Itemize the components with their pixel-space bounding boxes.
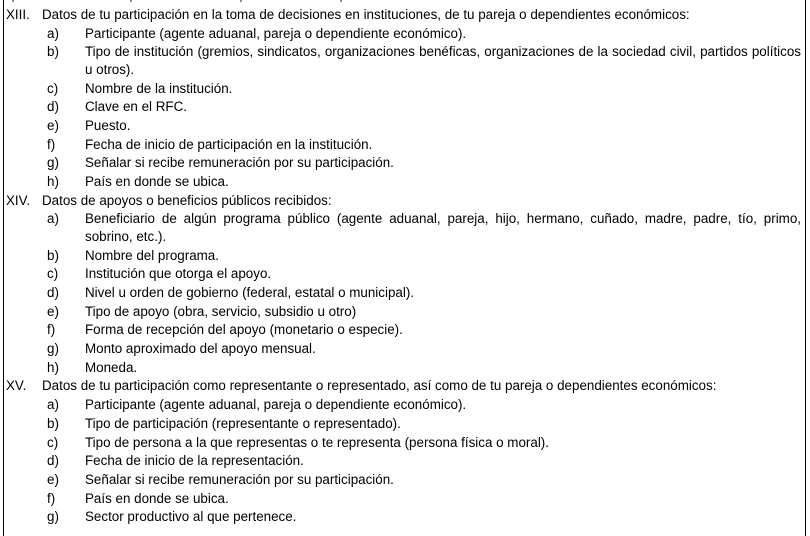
item-letter: c): [47, 266, 59, 282]
item-letter: g): [47, 509, 59, 525]
item-letter: d): [47, 99, 59, 115]
item-letter: g): [47, 155, 59, 171]
item-letter: d): [47, 284, 59, 300]
list-item: [3, 490, 801, 507]
item-text: Participante (agente aduanal, pareja o dependiente económico).: [85, 25, 467, 41]
list-item: [3, 265, 801, 282]
item-text: Fecha de inicio de participación en la institución.: [85, 136, 373, 152]
list-item: [3, 154, 801, 171]
item-text: Moneda.: [85, 359, 138, 375]
section-title: Datos de tu participación en la toma de decisiones en instituciones, de tu pareja o dependientes económicos:: [42, 7, 690, 22]
list-item: [3, 303, 801, 320]
item-letter: b): [47, 415, 59, 431]
item-letter: c): [47, 80, 59, 96]
item-letter: f): [47, 490, 56, 506]
item-letter: f): [47, 322, 56, 338]
item-text: Institución que otorga el apoyo.: [85, 266, 272, 282]
section-heading: [3, 377, 801, 394]
section-number: XIII.: [6, 7, 30, 22]
list-item: [3, 25, 801, 42]
item-text: Clave en el RFC.: [85, 99, 187, 115]
list-item: [3, 210, 801, 245]
item-letter: b): [47, 247, 59, 263]
list-item: [3, 136, 801, 153]
section-heading: [3, 192, 801, 209]
item-letter: a): [47, 397, 59, 413]
list-item: [3, 98, 801, 115]
document-content: [3, 6, 801, 527]
list-item: [3, 173, 801, 190]
item-text: Tipo de apoyo (obra, servicio, subsidio u otro): [85, 303, 357, 319]
item-text: Nivel u orden de gobierno (federal, estatal o municipal).: [85, 284, 414, 300]
section-xiii: [3, 6, 801, 190]
item-text: Tipo de institución (gremios, sindicatos, organizaciones benéficas, organizaciones de la sociedad civil, partidos políticos u otros).: [85, 44, 801, 77]
list-item: [3, 247, 801, 264]
item-text: Forma de recepción del apoyo (monetario o especie).: [85, 322, 403, 338]
item-text: Beneficiario de algún programa público (agente aduanal, pareja, hijo, hermano, cuñado, madre, padre, tío, primo, sobrino, etc.).: [85, 211, 801, 244]
list-item: [3, 452, 801, 469]
item-letter: h): [47, 174, 59, 190]
item-text: País en donde se ubica.: [85, 490, 229, 506]
section-number: XIV.: [6, 192, 31, 208]
item-text: País en donde se ubica.: [85, 174, 229, 190]
list-item: [3, 415, 801, 432]
item-letter: a): [47, 25, 59, 41]
list-item: [3, 471, 801, 488]
list-item: [3, 396, 801, 413]
item-letter: e): [47, 303, 59, 319]
section-item-list: [3, 210, 801, 376]
section-number: XV.: [6, 378, 27, 394]
section-heading: [3, 6, 801, 23]
item-text: Participante (agente aduanal, pareja o dependiente económico).: [85, 397, 467, 413]
list-item: [3, 117, 801, 134]
item-text: Señalar si recibe remuneración por su participación.: [85, 155, 394, 171]
list-item: [3, 359, 801, 376]
item-letter: g): [47, 341, 59, 357]
item-text: Fecha de inicio de la representación.: [85, 453, 304, 469]
section-xv: [3, 377, 801, 525]
list-item: [3, 80, 801, 97]
section-xiv: [3, 192, 801, 376]
item-letter: b): [47, 44, 59, 60]
item-text: Nombre del programa.: [85, 247, 219, 263]
item-text: Señalar si recibe remuneración por su participación.: [85, 471, 394, 487]
list-item: [3, 284, 801, 301]
section-item-list: [3, 396, 801, 526]
item-letter: d): [47, 453, 59, 469]
item-letter: c): [47, 434, 59, 450]
item-letter: h): [47, 359, 59, 375]
section-title: Datos de apoyos o beneficios públicos recibidos:: [42, 192, 332, 208]
item-text: Tipo de participación (representante o representado).: [85, 415, 401, 431]
item-text: Tipo de persona a la que representas o te representa (persona física o moral).: [85, 434, 549, 450]
list-item: [3, 508, 801, 525]
item-text: Nombre de la institución.: [85, 80, 233, 96]
list-item: [3, 321, 801, 338]
item-letter: e): [47, 471, 59, 487]
item-text: Puesto.: [85, 117, 131, 133]
section-title: Datos de tu participación como representante o representado, así como de tu pareja o dependientes económicos:: [42, 378, 717, 394]
item-text: Monto aproximado del apoyo mensual.: [85, 341, 316, 357]
list-item: [3, 340, 801, 357]
list-item: [3, 43, 801, 78]
item-letter: f): [47, 136, 56, 152]
item-letter: a): [47, 211, 59, 227]
item-text: Sector productivo al que pertenece.: [85, 509, 297, 525]
list-item: [3, 434, 801, 451]
cut-off-text-marks: [10, 0, 410, 3]
item-letter: e): [47, 117, 59, 133]
section-item-list: [3, 25, 801, 191]
